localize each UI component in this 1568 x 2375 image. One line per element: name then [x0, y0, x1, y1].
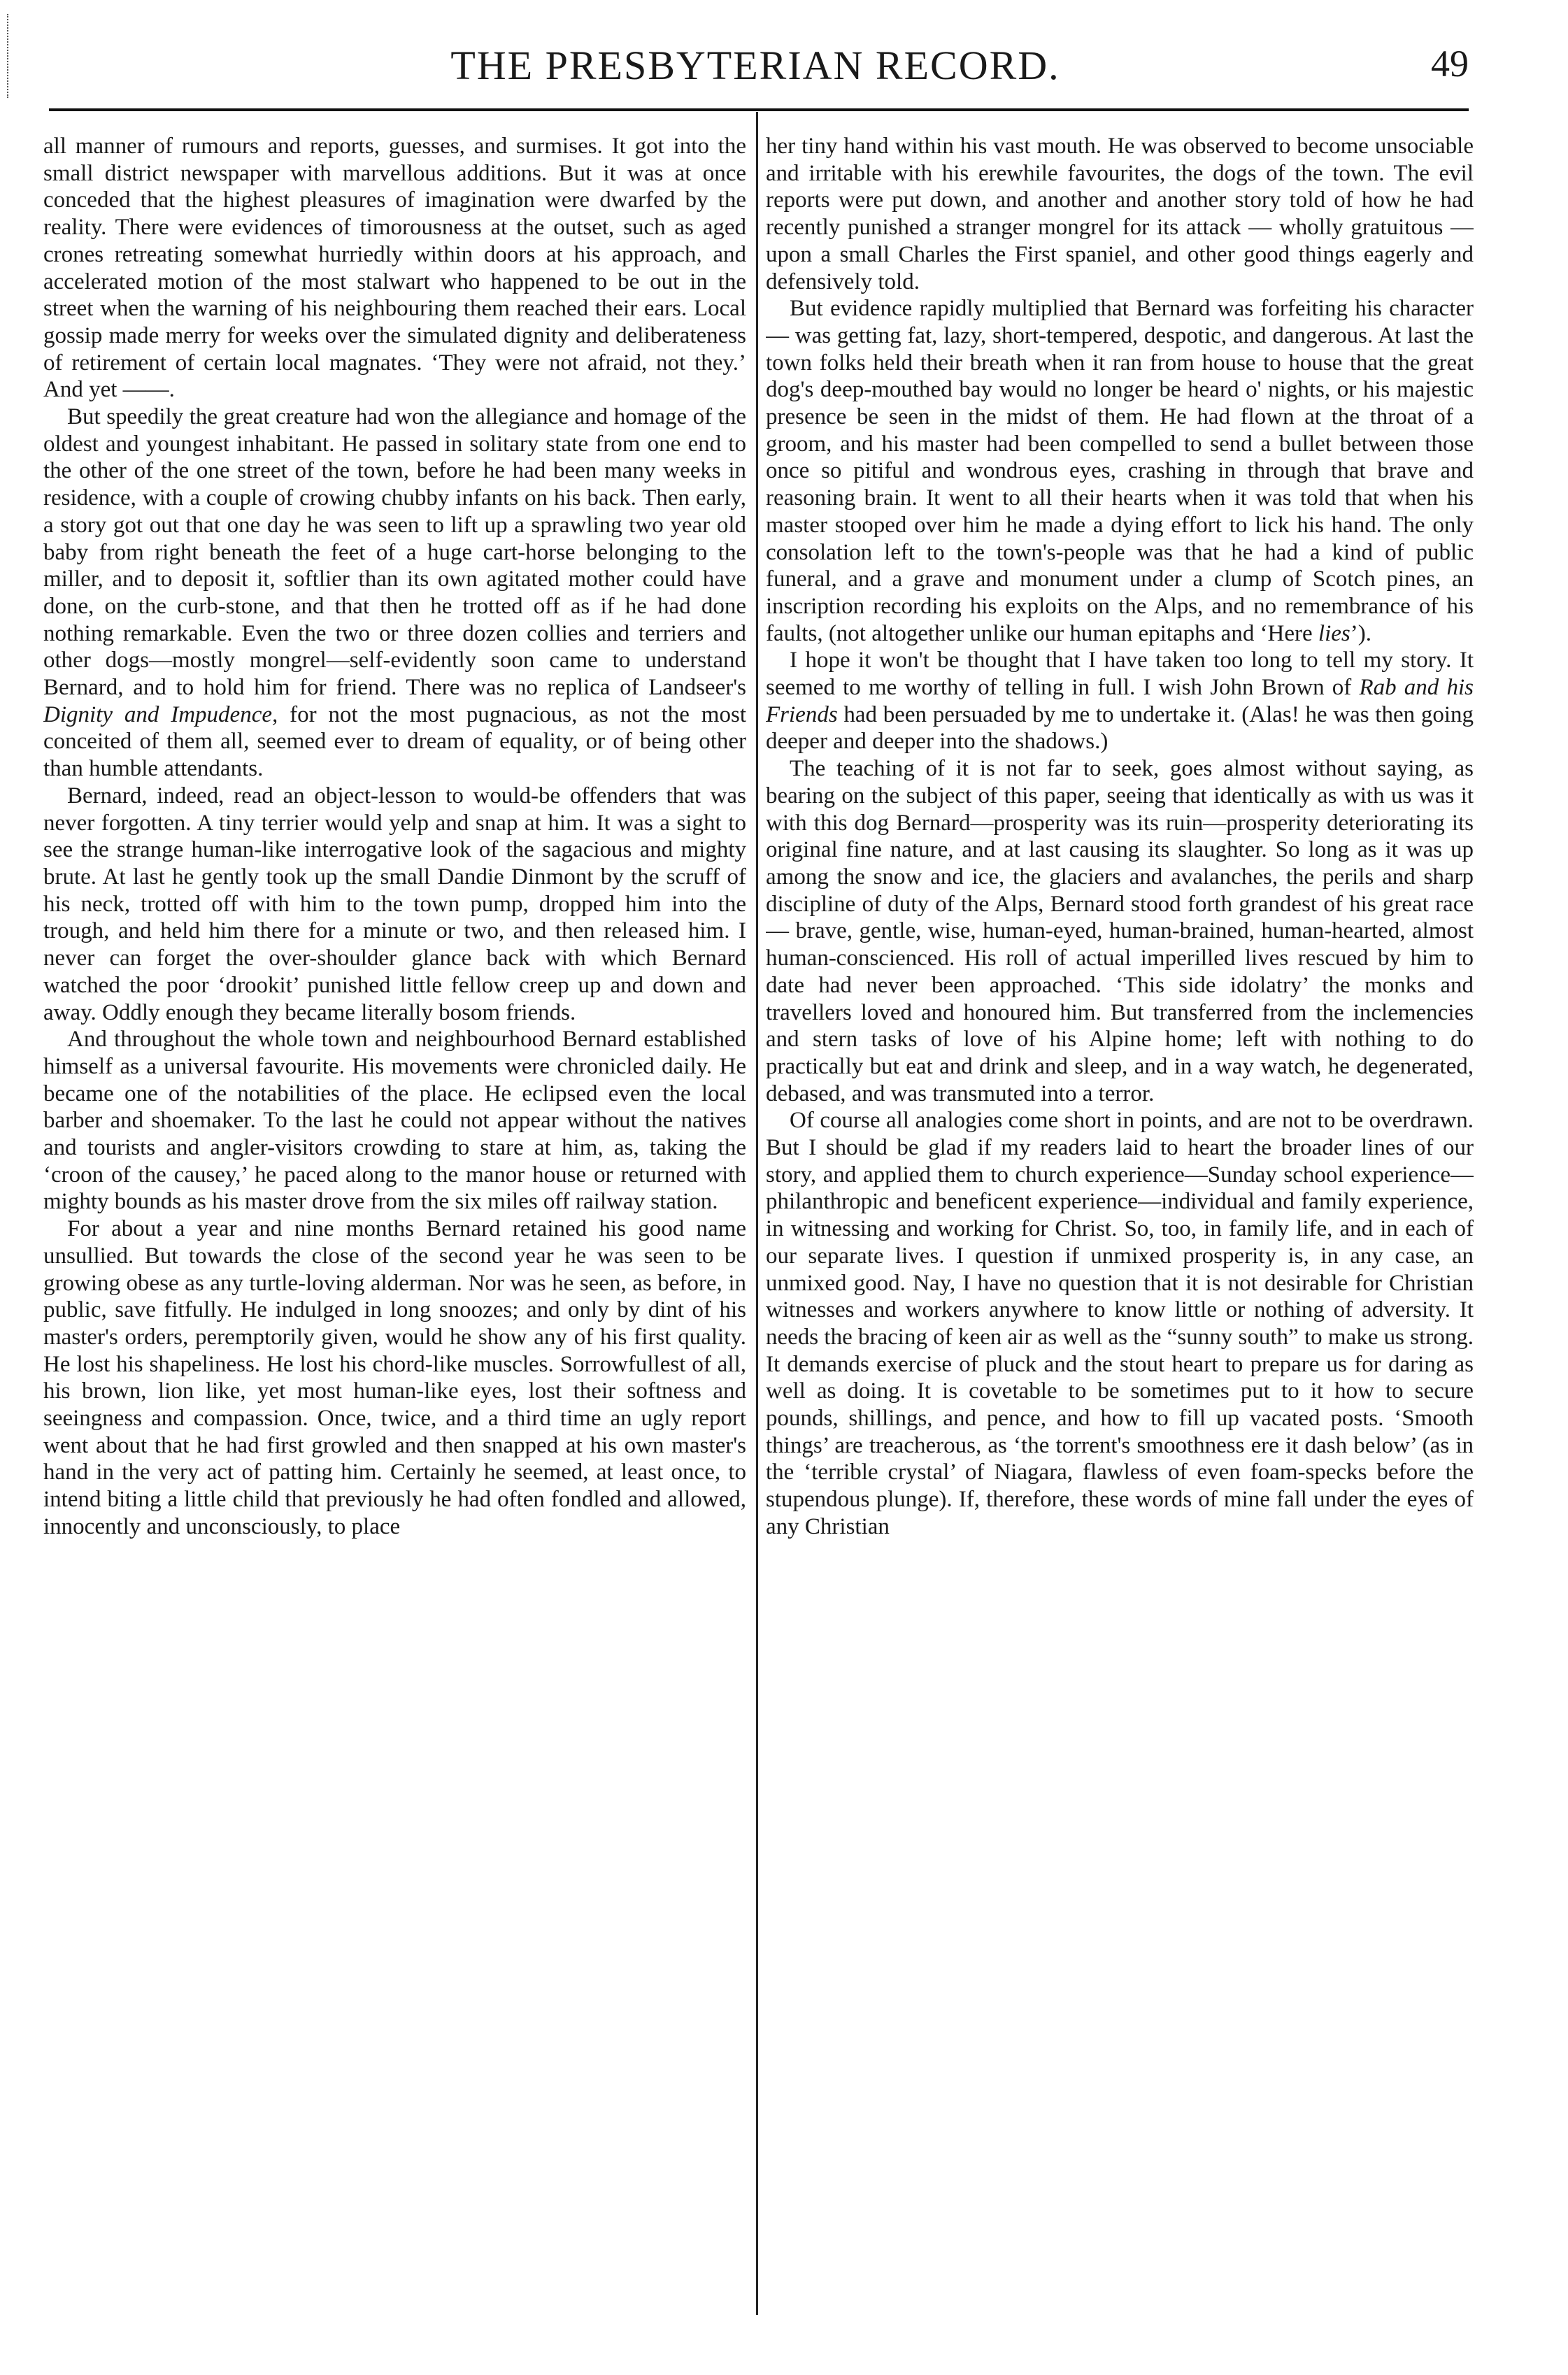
- margin-marks: [7, 14, 36, 98]
- column-divider: [756, 112, 758, 2315]
- italic-title: Rab and his Friends: [766, 675, 1474, 727]
- running-title: THE PRESBYTERIAN RECORD.: [450, 43, 1060, 88]
- text-run: I hope it won't be thought that I have taken too long to tell my story. It seemed to me worthy of telling in full. I wish John Brown of: [766, 648, 1474, 701]
- paragraph: Of course all analogies come short in points, and are not to be overdrawn. But I should be glad if my readers laid to heart the broader lines of our story, and applied them to church experience—Sunday school experience—philanthropic and beneficent experience—individual and family experience, in witnessing and working for Christ. So, too, in family life, and in each of our separate lives. I question if unmixed prosperity is, in any case, an unmixed good. Nay, I have no question that it is not desirable for Christian witnesses and workers anywhere to know little or nothing of adversity. It needs the bracing of keen air as well as the “sunny south” to make us strong. It demands exercise of pluck and the stout heart to prepare us for daring as well as doing. It is covetable to be sometimes put to it how to secure pounds, shillings, and pence, and how to fill up vacated posts. ‘Smooth things’ are treacherous, as ‘the torrent's smoothness ere it dash below’ (as in the ‘terrible crystal’ of Niagara, flawless of even foam-specks before the stupendous plunge). If, therefore, these words of mine fall under the eyes of any Christian: [766, 1108, 1474, 1539]
- left-column: [43, 133, 746, 2322]
- text-run: ’).: [1350, 620, 1371, 646]
- italic-word: lies: [1318, 620, 1350, 646]
- paragraph: Bernard, indeed, read an object-lesson to would-be offenders that was never forgotten. A tiny terrier would yelp and snap at him. It was a sight to see the strange human-like interrogative look of the sagacious and mighty brute. At last he gently took up the small Dandie Dinmont by the scruff of his neck, trotted off with him to the town pump, dropped him into the trough, and held him there for a minute or two, and then released him. I never can forget the over-shoulder glance back with which Bernard watched the poor ‘drookit’ punished little fellow creep up and down and away. Oddly enough they became literally bosom friends.: [43, 783, 746, 1025]
- paragraph: For about a year and nine months Bernard retained his good name unsullied. But towards the close of the second year he was seen to be growing obese as any turtle-loving alderman. Nor was he seen, as before, in public, save fitfully. He indulged in long snoozes; and only by dint of his master's orders, peremptorily given, would he show any of his first quality. He lost his shapeliness. He lost his chord-like muscles. Sorrowfullest of all, his brown, lion like, yet most human-like eyes, lost their softness and seeingness and compassion. Once, twice, and a third time an ugly report went about that he had first growled and then snapped at his own master's hand in the very act of patting him. Certainly he seemed, at least once, to intend biting a little child that previously he had often fondled and allowed, innocently and unconsciously, to place: [43, 1216, 746, 1539]
- italic-title: Dignity and Impudence,: [43, 701, 278, 727]
- text-run: had been persuaded by me to undertake it. (Alas! he was then going deeper and deeper into the shadows.): [766, 701, 1474, 755]
- paragraph: The teaching of it is not far to seek, goes almost without saying, as bearing on the subject of this paper, seeing that identically as with us was it with this dog Bernard—prosperity was its ruin—prosperity deteriorating its original fine nature, and at last causing its slaughter. So long as it was up among the snow and ice, the glaciers and avalanches, the perils and sharp discipline of duty of the Alps, Bernard stood forth grandest of his great race — brave, gentle, wise, human-eyed, human-brained, human-hearted, almost human-conscienced. His roll of actual imperilled lives rescued by him to date had never been approached. ‘This side idolatry’ the monks and travellers loved and honoured him. But transferred from the inclemencies and stern tasks of love of his Alpine home; left with nothing to do practically but eat and drink and sleep, and in a way watch, he degenerated, debased, and was transmuted into a terror.: [766, 756, 1474, 1106]
- text-run: But speedily the great creature had won the allegiance and homage of the oldest and youngest inhabitant. He passed in solitary state from one end to the other of the one street of the town, before he had been many weeks in residence, with a couple of crowing chubby infants on his back. Then early, a story got out that one day he was seen to lift up a sprawling two year old baby from right beneath the feet of a huge cart-horse belonging to the miller, and to deposit it, softlier than its own agitated mother could have done, on the curb-stone, and that then he trotted off as if he had done nothing remarkable. Even the two or three dozen collies and terriers and other dogs—mostly mongrel—self-evidently soon came to understand Bernard, and to hold him for friend. There was no replica of Landseer's: [43, 404, 746, 701]
- page-header: [42, 28, 1469, 105]
- paragraph: all manner of rumours and reports, guesses, and surmises. It got into the small district newspaper with marvellous additions. But it was at once conceded that the highest pleasures of imagination were dwarfed by the reality. There were evidences of timorousness at the outset, such as aged crones retreating somewhat hurriedly within doors at his approach, and accelerated motion of the most stalwart who happened to be out in the street when the warning of his neighbouring them reached their ears. Local gossip made merry for weeks over the simulated dignity and deliberateness of retirement of certain local magnates. ‘They were not afraid, not they.’ And yet ——.: [43, 134, 746, 403]
- right-column: [766, 133, 1474, 2322]
- paragraph: her tiny hand within his vast mouth. He was observed to become unsociable and irritable with his erewhile favourites, the dogs of the town. The evil reports were put down, and another and another story told of how he had recently punished a stranger mongrel for its attack — wholly gratuitous — upon a small Charles the First spaniel, and other good things eagerly and defensively told.: [766, 134, 1474, 294]
- text-run: But evidence rapidly multiplied that Bernard was forfeiting his character — was getting fat, lazy, short-tempered, despotic, and dangerous. At last the town folks held their breath when it ran from house to house that the great dog's deep-mouthed bay would no longer be heard o' nights, or his majestic presence be seen in the midst of them. He had flown at the throat of a groom, and his master had been compelled to send a bullet between those once so pitiful and wondrous eyes, crashing in through that brave and reasoning brain. It went to all their hearts when it was told that when his master stooped over him he made a dying effort to lick his hand. The only consolation left to the town's-people was that he had a kind of public funeral, and a grave and monument under a clump of Scotch pines, an inscription recording his exploits on the Alps, and no remembrance of his faults, (not altogether unlike our human epitaphs and ‘Here: [766, 296, 1474, 646]
- header-rule: [49, 108, 1469, 111]
- paragraph: [766, 295, 1474, 647]
- text-run: for not the most pugnacious, as not the most conceited of them all, seemed ever to dream of equality, or of being other than humble attendants.: [43, 701, 746, 782]
- paragraph: And throughout the whole town and neighbourhood Bernard established himself as a universal favourite. His movements were chronicled daily. He became one of the notabilities of the place. He eclipsed even the local barber and shoemaker. To the last he could not appear without the natives and tourists and angler-visitors crowding to stare at him, as, taking the ‘croon of the causey,’ he paced along to the manor house or returned with mighty bounds as his master drove from the six miles off railway station.: [43, 1027, 746, 1215]
- paragraph: [766, 647, 1474, 755]
- paragraph: [43, 404, 746, 783]
- page-number: 49: [1431, 43, 1469, 85]
